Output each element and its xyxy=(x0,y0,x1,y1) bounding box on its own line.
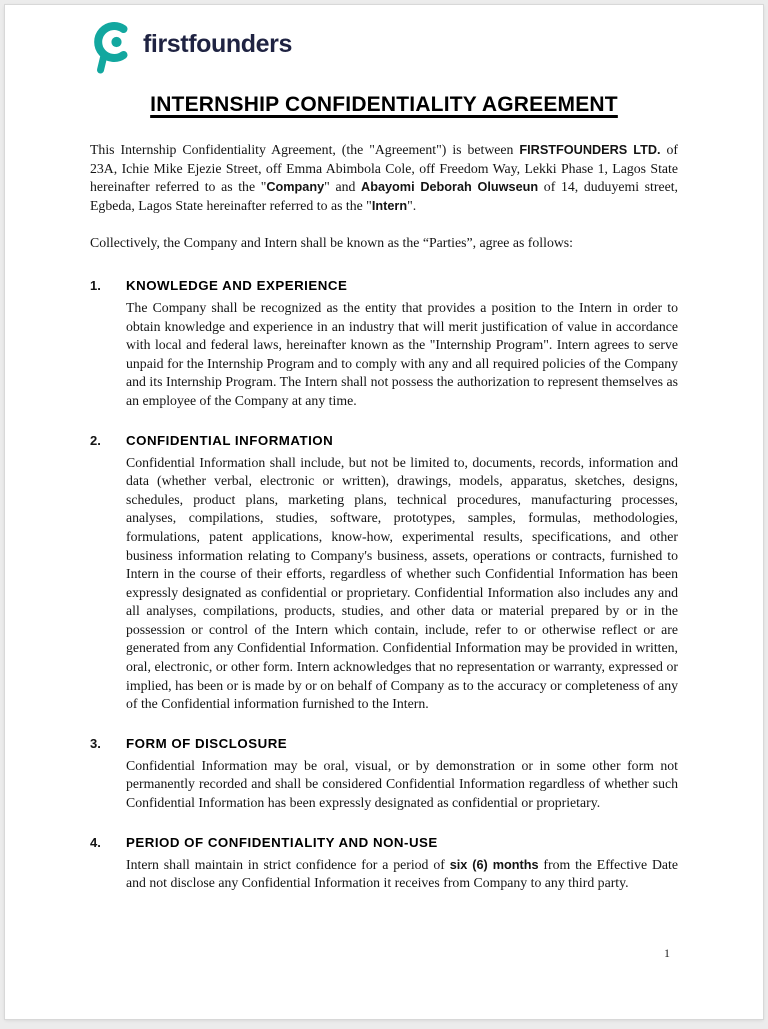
section-body xyxy=(126,454,678,714)
firstfounders-icon xyxy=(90,20,136,76)
text-segment: Confidential Information shall include, but not be limited to, documents, records, information and data (whether verbal, electronic or written), drawings, models, apparatus, sketches, designs, schedules, product plans, marketing plans, technical procedures, manufacturing processes, analyses, compilations, studies, software, prototypes, samples, formulas, methodologies, formulations, patent applications, know-how, experimental results, specifications, and other business information relating to Company's business, assets, operations or contracts, furnished to Intern in the course of their efforts, regardless of whether such Confidential Information has been expressly designated as confidential or proprietary. Confidential Information also includes any and all analyses, compilations, products, studies, and other data or material prepared by or in the possession or control of the Intern which contain, include, refer to or otherwise reflect or are generated from any Confidential Information. Confidential Information may be provided in written, oral, electronic, or other form. Intern acknowledges that no representation or warranty, expressed or implied, has been or is made by or on behalf of Company as to the accuracy or completeness of any of the Confidential information furnished to the Intern. xyxy=(126,454,678,712)
section-body xyxy=(126,299,678,411)
text-segment: Intern shall maintain in strict confidence for a period of xyxy=(126,856,450,872)
text-segment-bold: six (6) months xyxy=(449,857,539,872)
intro-paragraph xyxy=(90,141,678,215)
text-segment: Confidential Information may be oral, visual, or by demonstration or in some other form not permanently recorded and shall be considered Confidential Information regardless of whether such Confidential Information has been expressly designated as confidential or proprietary. xyxy=(126,757,678,811)
text-segment: " and xyxy=(324,179,362,195)
section-confidential-information xyxy=(90,432,678,714)
section-form-of-disclosure xyxy=(90,735,678,813)
text-segment-bold: Abayomi Deborah Oluwseun xyxy=(361,180,539,195)
text-segment-bold: Company xyxy=(266,180,325,195)
collective-line: Collectively, the Company and Intern shall be known as the “Parties”, agree as follows: xyxy=(90,235,574,251)
section-number: 2. xyxy=(90,432,101,448)
section-heading: CONFIDENTIAL INFORMATION xyxy=(126,432,334,448)
text-segment: This Internship Confidentiality Agreement, (the "Agreement") is between xyxy=(90,142,520,157)
logo-wordmark: firstfounders xyxy=(143,29,292,58)
section-number: 4. xyxy=(90,834,101,850)
section-body xyxy=(126,856,678,893)
section-number: 1. xyxy=(90,277,101,293)
section-period-of-confidentiality xyxy=(90,834,678,893)
section-content xyxy=(126,432,678,714)
section-content xyxy=(126,834,678,893)
section-heading: KNOWLEDGE AND EXPERIENCE xyxy=(126,277,348,293)
document-page xyxy=(5,5,763,1019)
section-content xyxy=(126,277,678,411)
text-segment: of 23A, Ichie Mike Ejezie Street, off Emma Abimbola Cole, off Freedom Way, Lekki Phase 1, Lagos State hereinafter referred to as the " xyxy=(90,142,678,195)
section-heading: FORM OF DISCLOSURE xyxy=(126,735,288,751)
text-segment: ". xyxy=(407,197,417,213)
text-segment: of 14, duduyemi street, Egbeda, Lagos State hereinafter referred to as the " xyxy=(90,179,679,213)
section-heading: PERIOD OF CONFIDENTIALITY AND NON-USE xyxy=(126,834,438,850)
text-segment: from the Effective Date and not disclose any Confidential Information it receives from Company to any third party. xyxy=(126,856,678,891)
logo xyxy=(90,17,678,79)
text-segment-bold: FIRSTFOUNDERS LTD. xyxy=(519,143,661,157)
page-number: 1 xyxy=(664,946,670,960)
text-segment: The Company shall be recognized as the entity that provides a position to the Intern in order to obtain knowledge and experience in an industry that will merit justification of value in accordance with local and federal laws, hereinafter known as the "Internship Program". Intern agrees to serve unpaid for the Internship Program and to comply with any and all required policies of the Company and its Internship Program. The Intern shall not possess the authorization to represent themselves as an employee of the Company at any time. xyxy=(126,299,678,408)
section-content xyxy=(126,735,678,813)
section-number: 3. xyxy=(90,735,101,751)
section-knowledge-and-experience xyxy=(90,277,678,411)
section-body xyxy=(126,757,678,813)
text-segment-bold: Intern xyxy=(371,198,408,213)
document-title: INTERNSHIP CONFIDENTIALITY AGREEMENT xyxy=(150,93,618,116)
